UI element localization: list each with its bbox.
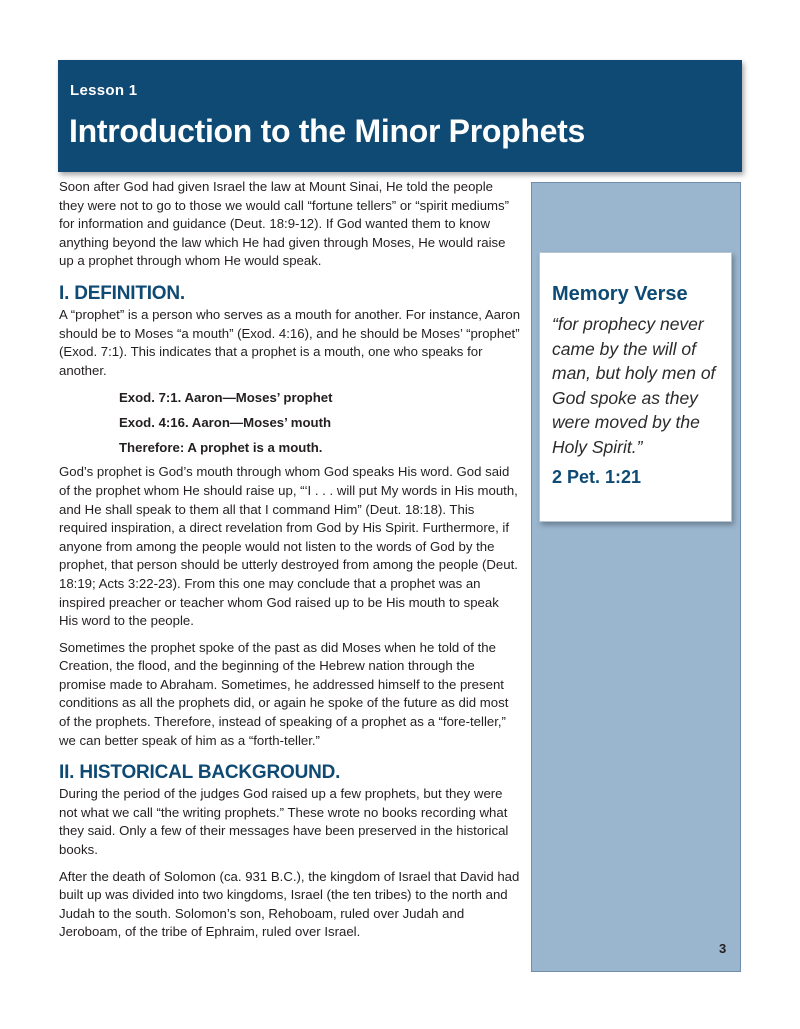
page-number: 3 [719, 941, 727, 956]
section-heading-definition: I. DEFINITION. [59, 282, 185, 304]
definition-paragraph-2: God’s prophet is God’s mouth through whom God speaks His word. God said of the prophet whom He should raise up, “‘I . . . will put My words in His mouth, and He shall speak to them all that I command Him” (Deut. 18:18). This required inspiration, a direct revelation from God by His Spirit. Furthermore, if anyone from among the people would not listen to the words of God by the prophet, that person should be utterly destroyed from among the people (Deut. 18:19; Acts 3:22-23). From this one may conclude that a prophet was an inspired preacher or teacher whom God raised up to be His mouth to speak His word to the people. [59, 464, 518, 629]
memory-verse-reference: 2 Pet. 1:21 [552, 467, 642, 487]
scripture-line-1: Exod. 7:1. Aaron—Moses’ prophet [119, 390, 333, 406]
definition-paragraph-1: A “prophet” is a person who serves as a mouth for another. For instance, Aaron should be to Moses “a mouth” (Exod. 4:16), and he should be Moses’ “prophet” (Exod. 7:1). This indicates that a prophet is a mouth, one who speaks for another. [59, 306, 521, 378]
history-paragraph-1: During the period of the judges God raised up a few prophets, but they were not what we call “the writing prophets.” These wrote no books recording what they said. Only a few of their messages have been preserved in the historical books. [59, 786, 509, 858]
memory-verse-title: Memory Verse [552, 283, 688, 305]
memory-verse-box [539, 252, 732, 522]
lesson-label: Lesson 1 [70, 82, 138, 99]
memory-verse-text: “for prophecy never came by the will of man, but holy men of God spoke as they were moved by the Holy Spirit.” [552, 314, 716, 457]
section-heading-historical-background: II. HISTORICAL BACKGROUND. [59, 762, 341, 784]
main-content [59, 178, 521, 950]
history-paragraph-2: After the death of Solomon (ca. 931 B.C.), the kingdom of Israel that David had built up was divided into two kingdoms, Israel (the ten tribes) to the north and Judah to the south. Solomon’s son, Rehoboam, ruled over Judah and Jeroboam, of the tribe of Ephraim, ruled over Israel. [59, 868, 520, 940]
lesson-banner [58, 60, 742, 172]
page-title: Introduction to the Minor Prophets [69, 113, 585, 149]
intro-paragraph: Soon after God had given Israel the law at Mount Sinai, He told the people they were not to go to those we would call “fortune tellers” or “spirit mediums” for information and guidance (Deut. 18:9-12). If God wanted them to know anything beyond the law which He had given through Moses, He would raise up a prophet through whom He would speak. [59, 179, 510, 269]
scripture-line-2: Exod. 4:16. Aaron—Moses’ mouth [119, 415, 332, 431]
conclusion-line: Therefore: A prophet is a mouth. [119, 440, 323, 456]
definition-paragraph-3: Sometimes the prophet spoke of the past as did Moses when he told of the Creation, the flood, and the beginning of the Hebrew nation through the promise made to Abraham. Sometimes, he addressed himself to the present conditions as all the prophets did, or again he spoke of the future as did most of the prophets. Therefore, instead of speaking of a prophet as a “fore-teller,” we can better speak of him as a “forth-teller.” [59, 639, 509, 748]
